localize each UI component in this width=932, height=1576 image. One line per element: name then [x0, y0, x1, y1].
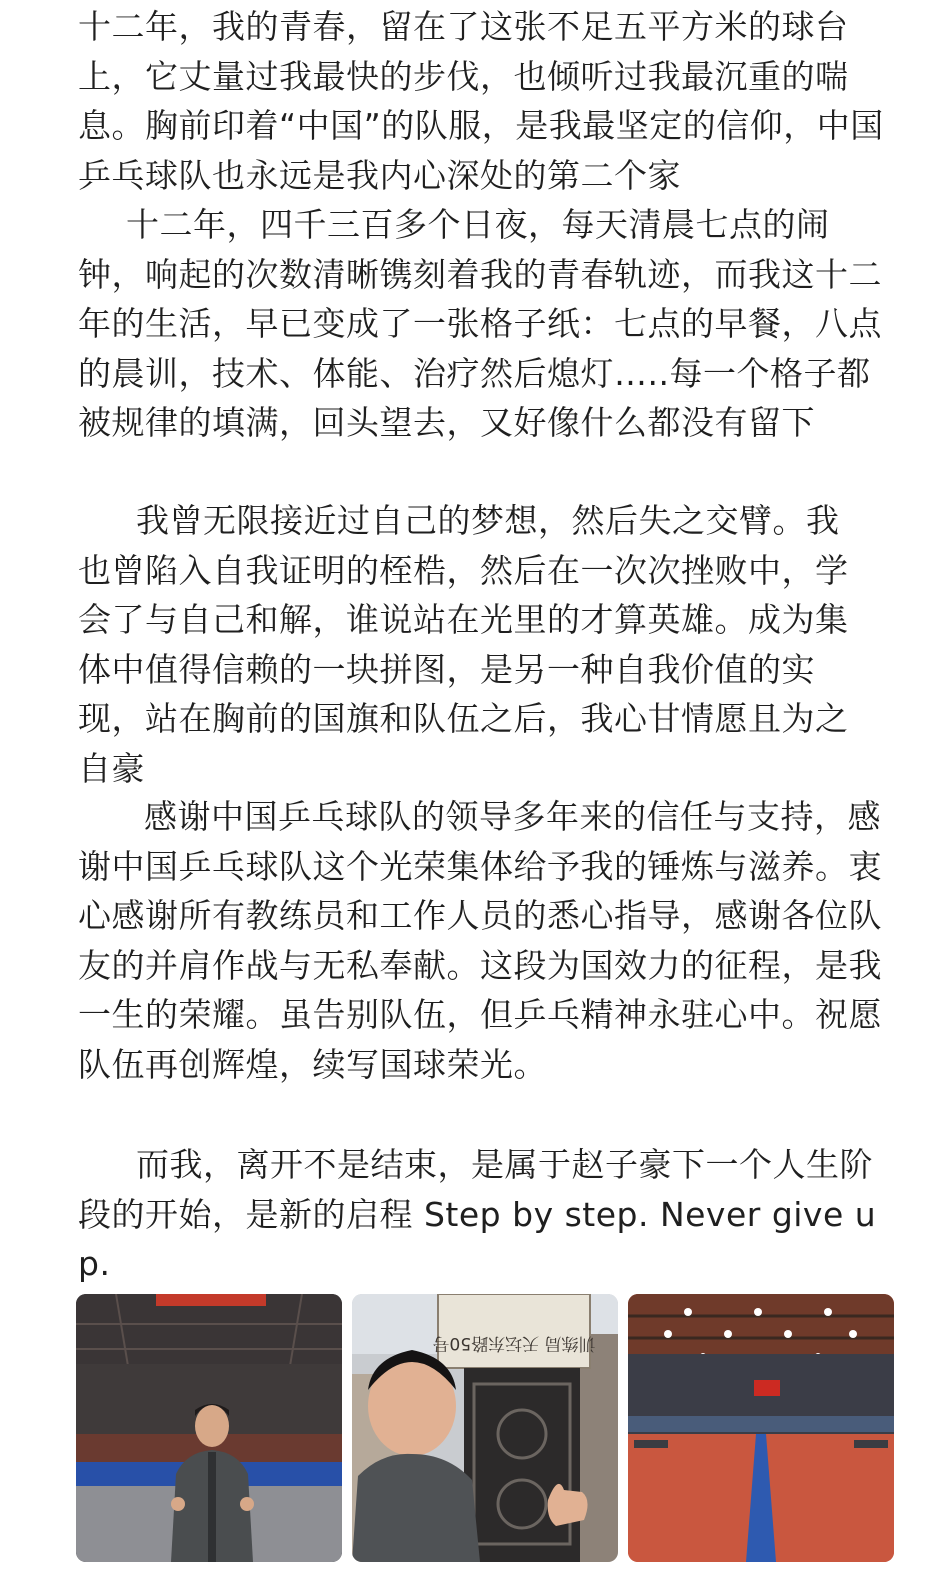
hall-photo-image — [628, 1294, 894, 1562]
photo-grid — [76, 1294, 894, 1562]
paragraph-1: 十二年，我的青春，留在了这张不足五平方米的球台上，它丈量过我最快的步伐，也倾听过我最沉重的喘息。胸前印着“中国”的队服，是我最坚定的信仰，中国乒乓球队也永远是我内心深处的第二个家 — [78, 7, 884, 195]
sign-text: 训练局 天坛东路50号 — [432, 1333, 596, 1353]
paragraph-5: 而我，离开不是结束，是属于赵子豪下一个人生阶段的开始，是新的启程 Step by step. Never give up. — [78, 1145, 877, 1283]
photo-empty-training-hall[interactable] — [628, 1294, 894, 1562]
selfie-photo-image — [352, 1294, 618, 1562]
paragraph-4: 感谢中国乒乓球队的领导多年来的信任与支持，感谢中国乒乓球队这个光荣集体给予我的锤炼与滋养。衷心感谢所有教练员和工作人员的悉心指导，感谢各位队友的并肩作战与无私奉献。这段为国效力的征程，是我一生的荣耀。虽告别队伍，但乒乓精神永驻心中。祝愿队伍再创辉煌，续写国球荣光。 — [78, 797, 882, 1084]
photo-selfie-at-gate[interactable] — [352, 1294, 618, 1562]
arena-photo-image — [76, 1294, 342, 1562]
paragraph-3: 我曾无限接近过自己的梦想，然后失之交臂。我也曾陷入自我证明的桎梏，然后在一次次挫败中，学会了与自己和解，谁说站在光里的才算英雄。成为集体中值得信赖的一块拼图，是另一种自我价值的实现，站在胸前的国旗和队伍之后，我心甘情愿且为之自豪 — [78, 501, 849, 788]
paragraph-2: 十二年，四千三百多个日夜，每天清晨七点的闹钟，响起的次数清晰镌刻着我的青春轨迹，而我这十二年的生活，早已变成了一张格子纸：七点的早餐，八点的晨训，技术、体能、治疗然后熄灯…..每一个格子都被规律的填满，回头望去，又好像什么都没有留下 — [78, 205, 882, 442]
photo-athlete-in-arena[interactable] — [76, 1294, 342, 1562]
